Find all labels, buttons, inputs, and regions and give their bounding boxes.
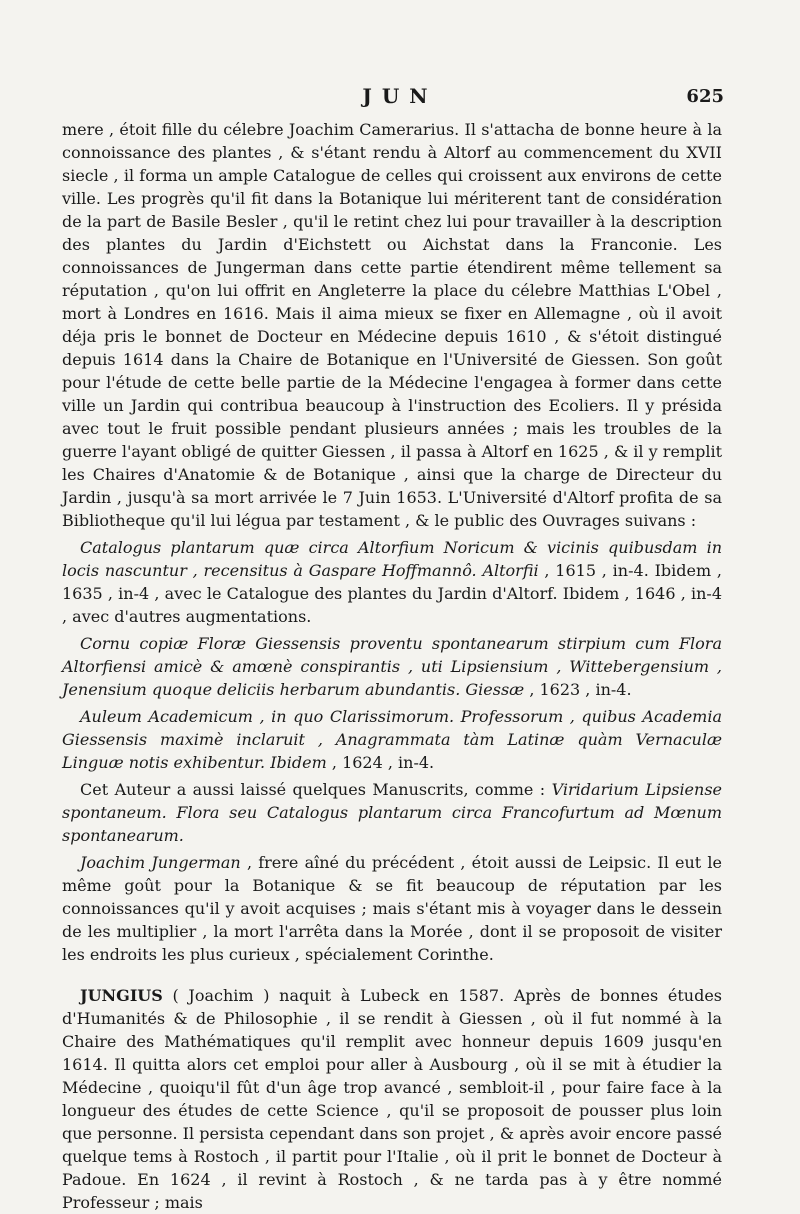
paragraph-text: , frere aîné du précédent , étoit aussi de Leipsic. Il eut le même goût pour la Botanique & se fit beaucoup de réputation par les connoissances qu'il y avoit acquises ; mais s'étant mis à voyager dans le dessein de les multiplier , la mort l'arrêta dans la Morée , dont il se proposoit de visiter les endroits les plus curieux , spécialement Corinthe. bbox=[62, 853, 723, 964]
paragraph-work-cornu-copiae bbox=[62, 632, 722, 701]
manuscript-titles: Viridarium Lipsiense spontaneum. Flora seu Catalogus plantarum circa Francofurtum ad Mœnum spontanearum. bbox=[62, 780, 723, 845]
paragraph-text: mere , étoit fille du célebre Joachim Camerarius. Il s'attacha de bonne heure à la connoissance des plantes , & s'étant rendu à Altorf au commencement du XVII siecle , il forma un ample Catalogue de celles qui croissent aux environs de cette ville. Les progrès qu'il fit dans la Botanique lui mériterent tant de considération de la part de Basile Besler , qu'il le retint chez lui pour travailler à la description des plantes du Jardin d'Eichstett ou Aichstat dans la Franconie. Les connoissances de Jungerman dans cette partie étendirent même tellement sa réputation , qu'on lui offrit en Angleterre la place du célebre Matthias L'Obel , mort à Londres en 1616. Mais il aima mieux se fixer en Allemagne , où il avoit déja pris le bonnet de Docteur en Médecine depuis 1610 , & s'étoit distingué depuis 1614 dans la Chaire de Botanique en l'Université de Giessen. Son goût pour l'étude de cette belle partie de la Médecine l'engagea à former dans cette ville un Jardin qui contribua beaucoup à l'instruction des Ecoliers. Il y présida avec tout le fruit possible pendant plusieurs années ; mais les troubles de la guerre l'ayant obligé de quitter Giessen , il passa à Altorf en 1625 , & il y remplit les Chaires d'Anatomie & de Botanique , ainsi que la charge de Directeur du Jardin , jusqu'à sa mort arrivée le 7 Juin 1653. L'Université d'Altorf profita de sa Bibliotheque qu'il lui légua par testament , & le public des Ouvrages suivans : bbox=[62, 120, 722, 530]
work-title: Catalogus plantarum quæ circa Altorfium Noricum & vicinis quibusdam in locis nascuntur , recensitus à Gaspare Hoffmannô. Altorfii bbox=[62, 538, 722, 580]
page-body bbox=[62, 118, 722, 1214]
work-title: Auleum Academicum , in quo Clarissimorum. Professorum , quibus Academia Giessensis maximè inclaruit , Anagrammata tàm Latinæ quàm Vernaculæ Linguæ notis exhibentur. Ibidem bbox=[62, 707, 722, 772]
entry-jungius bbox=[62, 984, 722, 1214]
entry-headword: JUNGIUS bbox=[80, 986, 163, 1005]
page-header bbox=[0, 84, 800, 114]
work-details: , 1623 , in-4. bbox=[529, 680, 632, 699]
paragraph-text: Cet Auteur a aussi laissé quelques Manuscrits, comme : bbox=[80, 780, 546, 799]
paragraph-work-catalogus bbox=[62, 536, 722, 628]
page-number: 625 bbox=[686, 86, 724, 107]
paragraph-text: ( Joachim ) naquit à Lubeck en 1587. Après de bonnes études d'Humanités & de Philosophie , il se rendit à Giessen , où il fut nommé à la Chaire des Mathématiques qu'il remplit avec honneur depuis 1609 jusqu'en 1614. Il quitta alors cet emploi pour aller à Ausbourg , où il se mit à étudier la Médecine , quoiqu'il fût d'un âge trop avancé , sembloit-il , pour faire face à la longueur des études de cette Science , qu'il se proposoit de pousser plus loin que personne. Il persista cependant dans son projet , & après avoir encore passé quelque tems à Rostoch , il partit pour l'Italie , où il prit le bonnet de Docteur à Padoue. En 1624 , il revint à Rostoch , & ne tarda pas à y être nommé Professeur ; mais bbox=[62, 986, 723, 1212]
paragraph-manuscripts bbox=[62, 778, 722, 847]
paragraph-jungerman-bio bbox=[62, 118, 722, 532]
paragraph-joachim-jungerman bbox=[62, 851, 722, 966]
work-details: , 1624 , in-4. bbox=[331, 753, 435, 772]
person-name: Joachim Jungerman bbox=[80, 853, 241, 872]
work-title: Cornu copiæ Floræ Giessensis proventu spontanearum stirpium cum Flora Altorfiensi amicè & amœnè conspirantis , uti Lipsiensium , Wittebergensium , Jenensium quoque deliciis herbarum abundantis. Giessæ bbox=[62, 634, 722, 699]
work-details: , 1615 , in-4. Ibidem , 1635 , in-4 , avec le Catalogue des plantes du Jardin d'Altorf. Ibidem , 1646 , in-4 , avec d'autres augmentations. bbox=[62, 561, 723, 626]
paragraph-work-auleum bbox=[62, 705, 722, 774]
running-head: JUN bbox=[362, 84, 438, 108]
